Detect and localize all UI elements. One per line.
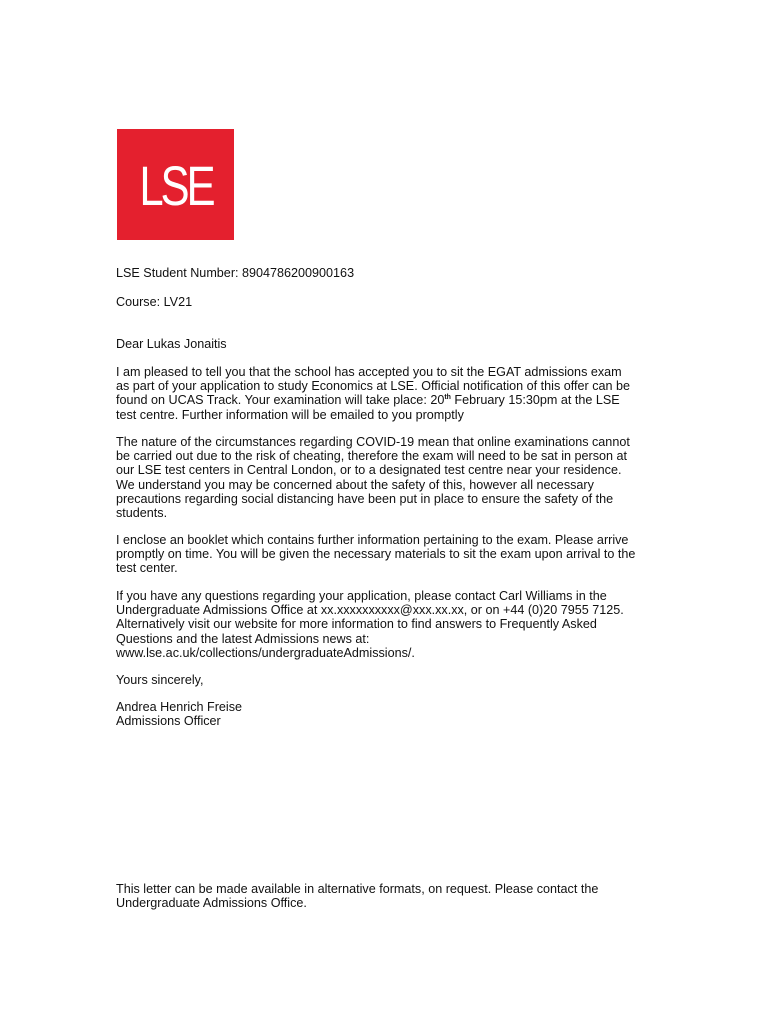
student-number: LSE Student Number: 8904786200900163 <box>116 266 355 280</box>
paragraph-line: test center. <box>116 561 178 576</box>
paragraph-line: our LSE test centers in Central London, or to a designated test centre near your residence. <box>116 463 622 478</box>
paragraph-line: Alternatively visit our website for more information to find answers to Frequently Asked <box>116 617 597 632</box>
paragraph-line: found on UCAS Track. Your examination will take place: 20th February 15:30pm at the LSE <box>116 393 620 408</box>
paragraph-line: I am pleased to tell you that the school has accepted you to sit the EGAT admissions exam <box>116 365 622 379</box>
signature-name: Andrea Henrich Freise <box>116 700 242 714</box>
paragraph-line: students. <box>116 505 168 520</box>
footer-note <box>116 882 656 910</box>
paragraph-line: promptly on time. You will be given the necessary materials to sit the exam upon arrival to the <box>116 547 636 562</box>
paragraph-line: Questions and the latest Admissions news at: <box>116 631 370 646</box>
closing: Yours sincerely, <box>116 673 204 687</box>
salutation: Dear Lukas Jonaitis <box>116 337 227 351</box>
paragraph-line: precautions regarding social distancing have been put in place to ensure the safety of the <box>116 491 614 506</box>
footer-line: Undergraduate Admissions Office. <box>116 896 307 911</box>
paragraph-line: The nature of the circumstances regarding COVID-19 mean that online examinations cannot <box>116 435 630 449</box>
paragraph-covid <box>116 435 656 520</box>
paragraph-booklet <box>116 533 656 576</box>
paragraph-line: as part of your application to study Economics at LSE. Official notification of this offer can be <box>116 379 631 394</box>
ordinal-suffix: th <box>444 394 451 402</box>
paragraph-line: If you have any questions regarding your application, please contact Carl Williams in the <box>116 589 607 603</box>
paragraph-line: Undergraduate Admissions Office at xx.xxxxxxxxxx@xxx.xx.xx, or on +44 (0)20 7955 7125. <box>116 603 624 618</box>
signature-title: Admissions Officer <box>116 714 221 729</box>
paragraph-line: test centre. Further information will be emailed to you promptly <box>116 407 464 422</box>
signature <box>116 700 656 728</box>
course: Course: LV21 <box>116 295 193 309</box>
paragraph-exam-offer <box>116 365 656 422</box>
paragraph-questions <box>116 589 656 660</box>
lse-logo-text: LSE <box>138 153 213 217</box>
paragraph-line: I enclose an booklet which contains further information pertaining to the exam. Please arrive <box>116 533 629 547</box>
lse-logo <box>117 129 234 240</box>
paragraph-line: www.lse.ac.uk/collections/undergraduateAdmissions/. <box>116 645 415 660</box>
paragraph-line: be carried out due to the risk of cheating, therefore the exam will need to be sat in person at <box>116 449 628 464</box>
footer-line: This letter can be made available in alternative formats, on request. Please contact the <box>116 882 599 896</box>
paragraph-line: We understand you may be concerned about the safety of this, however all necessary <box>116 477 594 492</box>
